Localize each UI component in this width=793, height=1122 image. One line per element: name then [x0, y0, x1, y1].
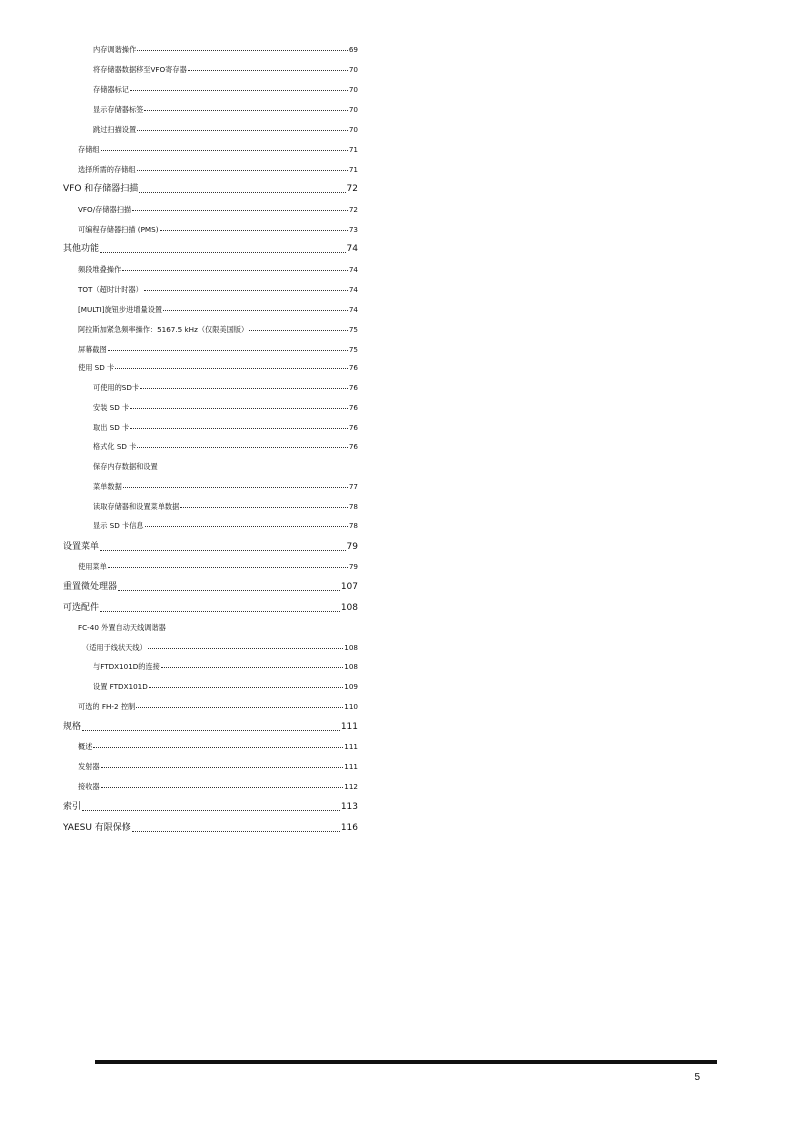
toc-entry[interactable] — [63, 803, 358, 812]
toc-entry[interactable] — [78, 763, 358, 770]
toc-entry-title: 选择所需的存储组 — [78, 165, 136, 174]
toc-entry[interactable] — [78, 286, 358, 293]
toc-entry-title: 使用菜单 — [78, 562, 107, 571]
toc-entry-page: 70 — [348, 85, 358, 94]
toc-entry[interactable] — [78, 226, 358, 233]
dot-leader — [130, 427, 348, 429]
dot-leader — [137, 129, 348, 131]
toc-entry-page: 73 — [348, 225, 358, 234]
toc-entry[interactable] — [63, 604, 358, 613]
dot-leader — [136, 706, 343, 708]
toc-entry-page: 76 — [348, 363, 358, 372]
toc-entry[interactable] — [78, 266, 358, 273]
toc-entry[interactable] — [78, 346, 358, 353]
toc-entry-title: 跳过扫描设置 — [93, 125, 137, 134]
toc-entry-title: FC-40 外置自动天线调谐器 — [78, 623, 166, 632]
dot-leader — [149, 686, 344, 688]
dot-leader — [108, 349, 348, 351]
toc-entry-title: VFO 和存储器扫描 — [63, 184, 139, 194]
dot-leader — [139, 191, 345, 193]
toc-entry[interactable] — [93, 683, 358, 690]
toc-entry-title: YAESU 有限保修 — [63, 823, 131, 833]
toc-entry[interactable] — [78, 166, 358, 173]
page-number: 5 — [694, 1072, 700, 1083]
toc-entry[interactable] — [78, 146, 358, 153]
dot-leader — [122, 269, 348, 271]
dot-leader — [130, 89, 348, 91]
toc-entry-title: 可选配件 — [63, 603, 100, 613]
toc-entry[interactable] — [78, 306, 358, 313]
toc-entry[interactable] — [63, 185, 358, 194]
toc-entry-title: [MULTI]旋钮步进增量设置 — [78, 305, 163, 314]
dot-leader — [115, 367, 348, 369]
dot-leader — [132, 830, 340, 832]
toc-entry[interactable] — [63, 723, 358, 732]
dot-leader — [137, 169, 348, 171]
dot-leader — [118, 589, 340, 591]
toc-entry[interactable] — [78, 206, 358, 213]
toc-entry-page: 77 — [348, 482, 358, 491]
toc-entry-page: 74 — [348, 285, 358, 294]
toc-entry-page: 76 — [348, 423, 358, 432]
toc-entry-title: 读取存储器和设置菜单数据 — [93, 502, 180, 511]
toc-entry-page: 113 — [340, 802, 358, 812]
toc-entry-page: 76 — [348, 403, 358, 412]
toc-entry-title: 使用 SD 卡 — [78, 363, 115, 372]
toc-entry-page: 112 — [344, 782, 358, 791]
dot-leader — [100, 251, 346, 253]
dot-leader — [93, 746, 343, 748]
footer-rule — [95, 1060, 717, 1064]
toc-entry[interactable] — [63, 543, 358, 552]
toc-entry[interactable] — [93, 503, 358, 510]
dot-leader — [161, 666, 343, 668]
toc-entry-page: 74 — [348, 265, 358, 274]
toc-entry-title: VFO/存储器扫描 — [78, 205, 132, 214]
dot-leader — [140, 387, 348, 389]
toc-entry[interactable] — [78, 326, 358, 333]
toc-entry-page: 74 — [346, 244, 358, 254]
dot-leader — [101, 149, 348, 151]
toc-entry-page: 70 — [348, 105, 358, 114]
toc-entry-title: 设置 FTDX101D — [93, 682, 148, 691]
toc-entry-title: 格式化 SD 卡 — [93, 442, 137, 451]
toc-entry[interactable] — [93, 483, 358, 490]
toc-entry[interactable] — [93, 126, 358, 133]
toc-entry-title: 取出 SD 卡 — [93, 423, 130, 432]
toc-entry-title: 重置微处理器 — [63, 582, 118, 592]
toc-entry-title: 可选的 FH-2 控制 — [78, 702, 136, 711]
toc-entry-title: 内存调谐操作 — [93, 45, 137, 54]
toc-entry-title: 显示存储器标签 — [93, 105, 144, 114]
dot-leader — [163, 309, 348, 311]
toc-entry-title: 发射器 — [78, 762, 100, 771]
toc-entry-page: 116 — [340, 823, 358, 833]
dot-leader — [82, 729, 340, 731]
toc-entry-title: 将存储器数据移至VFO寄存器 — [93, 65, 187, 74]
dot-leader — [160, 229, 348, 231]
dot-leader — [101, 786, 344, 788]
toc-entry-page: 69 — [348, 45, 358, 54]
dot-leader — [145, 525, 348, 527]
toc-entry-page: 70 — [348, 65, 358, 74]
toc-entry-page: 75 — [348, 325, 358, 334]
toc-entry-title: 显示 SD 卡信息 — [93, 521, 144, 530]
toc-entry-page: 109 — [344, 682, 358, 691]
toc-entry-title: 安装 SD 卡 — [93, 403, 130, 412]
dot-leader — [130, 407, 348, 409]
toc-entry[interactable] — [93, 66, 358, 73]
toc-entry[interactable] — [78, 624, 358, 631]
toc-entry-title: 与FTDX101D的连接 — [93, 662, 160, 671]
toc-entry-title: 可编程存储器扫描 (PMS) — [78, 225, 159, 234]
toc-entry[interactable] — [78, 743, 358, 750]
toc-entry-page: 107 — [340, 582, 358, 592]
toc-entry-page: 74 — [348, 305, 358, 314]
toc-entry-title: 存储组 — [78, 145, 100, 154]
dot-leader — [101, 766, 344, 768]
toc-entry[interactable] — [63, 583, 358, 592]
toc-entry[interactable] — [93, 46, 358, 53]
toc-entry[interactable] — [93, 443, 358, 450]
toc-entry[interactable] — [78, 364, 358, 371]
toc-entry-title: 其他功能 — [63, 244, 100, 254]
toc-entry-page: 78 — [348, 502, 358, 511]
toc-entry[interactable] — [93, 384, 358, 391]
toc-entry[interactable] — [93, 86, 358, 93]
dot-leader — [249, 329, 348, 331]
toc-entry-page: 71 — [348, 165, 358, 174]
toc-entry-title: TOT（超时计时器） — [78, 285, 143, 294]
dot-leader — [123, 486, 348, 488]
dot-leader — [188, 69, 348, 71]
dot-leader — [132, 209, 348, 211]
toc-entry-page: 108 — [344, 643, 358, 652]
toc-entry-page: 108 — [340, 603, 358, 613]
dot-leader — [180, 506, 348, 508]
toc-entry-title: （适用于线状天线） — [82, 643, 147, 652]
dot-leader — [100, 549, 346, 551]
toc-entry-page: 111 — [340, 722, 358, 732]
toc-entry[interactable] — [93, 522, 358, 529]
toc-entry-title: 接收器 — [78, 782, 100, 791]
toc-entry[interactable] — [93, 404, 358, 411]
dot-leader — [148, 647, 344, 649]
toc-entry[interactable] — [78, 783, 358, 790]
toc-entry-page: 76 — [348, 442, 358, 451]
toc-entry[interactable] — [82, 644, 358, 651]
toc-entry-title: 索引 — [63, 802, 82, 812]
toc-entry[interactable] — [93, 463, 358, 470]
toc-entry[interactable] — [78, 563, 358, 570]
toc-entry-title: 设置菜单 — [63, 542, 100, 552]
toc-entry-page: 78 — [348, 521, 358, 530]
toc-entry-page: 79 — [346, 542, 358, 552]
toc-entry-title: 存储器标记 — [93, 85, 129, 94]
toc-entry[interactable] — [63, 245, 358, 254]
toc-entry-page: 75 — [348, 345, 358, 354]
toc-entry[interactable] — [78, 703, 358, 710]
dot-leader — [144, 289, 348, 291]
toc-entry-title: 菜单数据 — [93, 482, 122, 491]
toc-entry-title: 屏幕截图 — [78, 345, 107, 354]
toc-entry-page: 70 — [348, 125, 358, 134]
toc-entry-page: 108 — [344, 662, 358, 671]
dot-leader — [100, 610, 340, 612]
toc-entry[interactable] — [63, 824, 358, 833]
toc-entry-title: 频段堆叠操作 — [78, 265, 122, 274]
toc-entry-page: 111 — [344, 742, 358, 751]
toc-entry-page: 72 — [346, 184, 358, 194]
dot-leader — [137, 49, 348, 51]
toc-entry-page: 71 — [348, 145, 358, 154]
dot-leader — [144, 109, 348, 111]
toc-entry-title: 概述 — [78, 742, 93, 751]
toc-entry-title: 规格 — [63, 722, 82, 732]
toc-entry-page: 111 — [344, 762, 358, 771]
toc-entry[interactable] — [93, 106, 358, 113]
toc-entry-title: 阿拉斯加紧急频率操作：5167.5 kHz（仅限美国版） — [78, 325, 249, 334]
dot-leader — [137, 446, 347, 448]
toc-entry-title: 可使用的SD卡 — [93, 383, 140, 392]
toc-entry[interactable] — [93, 424, 358, 431]
toc-entry-page: 76 — [348, 383, 358, 392]
toc-entry-page: 72 — [348, 205, 358, 214]
toc-entry[interactable] — [93, 663, 358, 670]
toc-entry-page: 110 — [344, 702, 358, 711]
dot-leader — [82, 809, 340, 811]
toc-entry-title: 保存内存数据和设置 — [93, 462, 158, 471]
dot-leader — [108, 566, 348, 568]
toc-entry-page: 79 — [348, 562, 358, 571]
